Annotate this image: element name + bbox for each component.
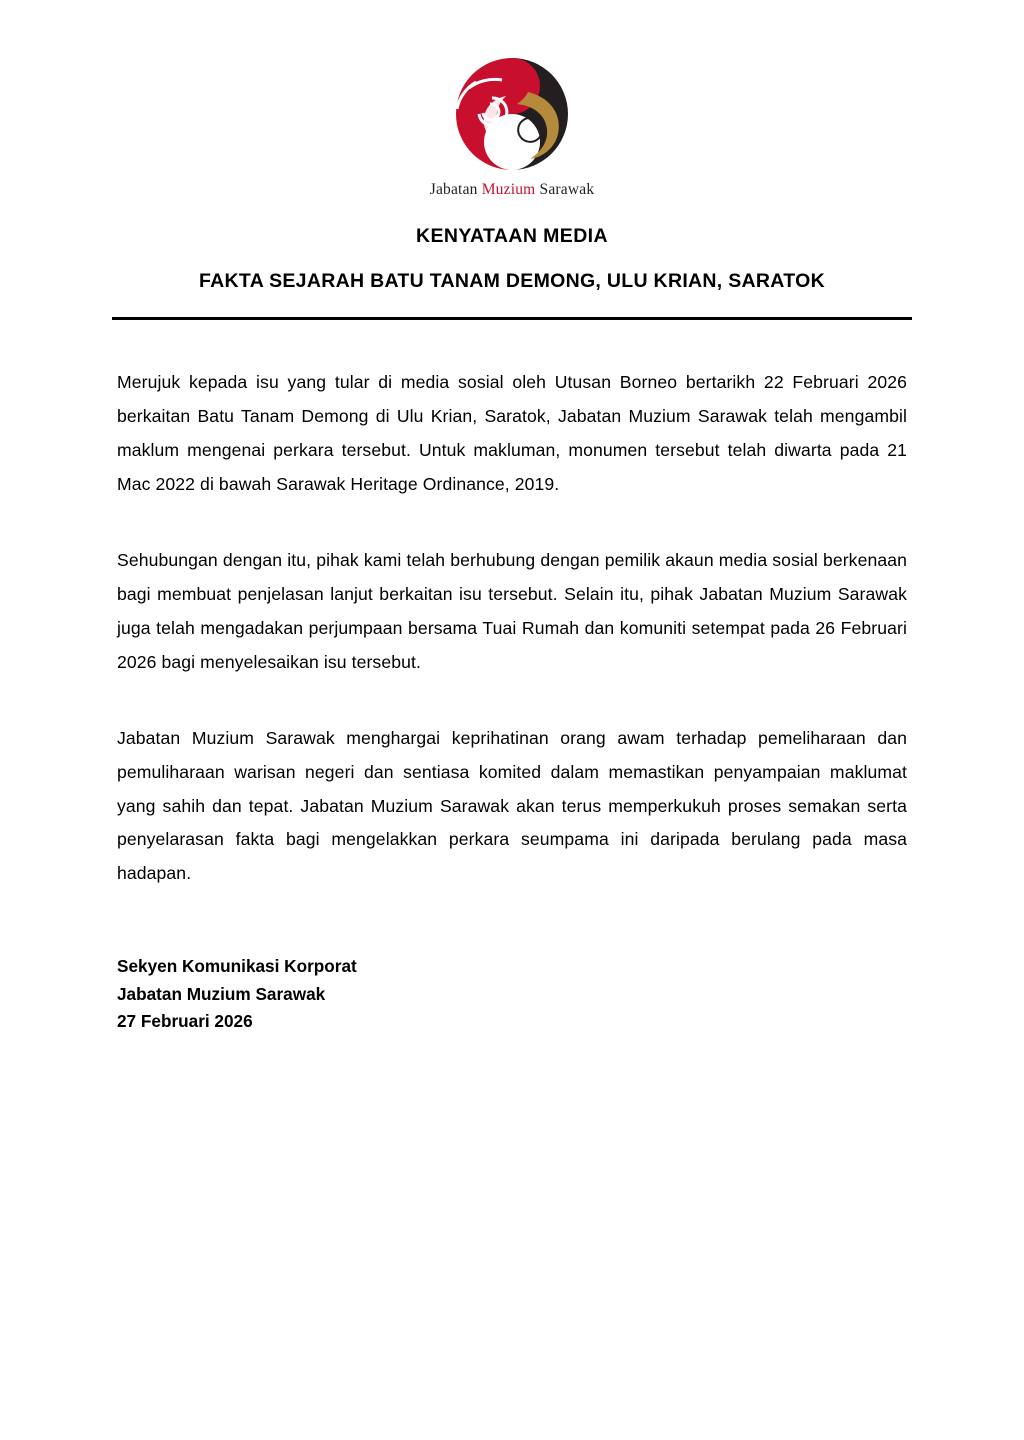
- page-title: KENYATAAN MEDIA: [416, 225, 608, 247]
- sarawak-museum-department-logo-icon: [432, 52, 592, 177]
- paragraph-3: Jabatan Muzium Sarawak menghargai keprihatinan orang awam terhadap pemeliharaan dan pemuliharaan warisan negeri dan sentiasa komited dalam memastikan penyampaian maklumat yang sahih dan tepat. Jabatan Muzium Sarawak akan terus memperkukuh proses semakan serta penyelarasan fakta bagi mengelakkan perkara seumpama ini daripada berulang pada masa hadapan.: [117, 727, 907, 884]
- signature-line-1: Sekyen Komunikasi Korporat: [117, 956, 357, 977]
- logo-caption: [430, 181, 595, 199]
- logo-block: [0, 0, 1024, 199]
- signature-line-3: 27 Februari 2026: [117, 1011, 253, 1032]
- document-body: [117, 320, 907, 1036]
- logo-caption-word-3: Sarawak: [539, 181, 595, 198]
- paragraph-1: Merujuk kepada isu yang tular di media sosial oleh Utusan Borneo bertarikh 22 Februari 2026 berkaitan Batu Tanam Demong di Ulu Krian, Saratok, Jabatan Muzium Sarawak telah mengambil maklum mengenai perkara tersebut. Untuk makluman, monumen tersebut telah diwarta pada 21 Mac 2022 di bawah Sarawak Heritage Ordinance, 2019.: [117, 372, 907, 494]
- logo-caption-word-1: Jabatan: [429, 181, 478, 198]
- paragraph-2: Sehubungan dengan itu, pihak kami telah berhubung dengan pemilik akaun media sosial berkenaan bagi membuat penjelasan lanjut berkaitan isu tersebut. Selain itu, pihak Jabatan Muzium Sarawak juga telah mengadakan perjumpaan bersama Tuai Rumah dan komuniti setempat pada 26 Februari 2026 bagi menyelesaikan isu tersebut.: [117, 549, 907, 672]
- page-subtitle: FAKTA SEJARAH BATU TANAM DEMONG, ULU KRIAN, SARATOK: [199, 270, 825, 292]
- signature-block: [117, 953, 907, 1036]
- logo-caption-word-2: Muzium: [481, 181, 536, 198]
- title-block: [0, 225, 1024, 293]
- signature-line-2: Jabatan Muzium Sarawak: [117, 983, 326, 1004]
